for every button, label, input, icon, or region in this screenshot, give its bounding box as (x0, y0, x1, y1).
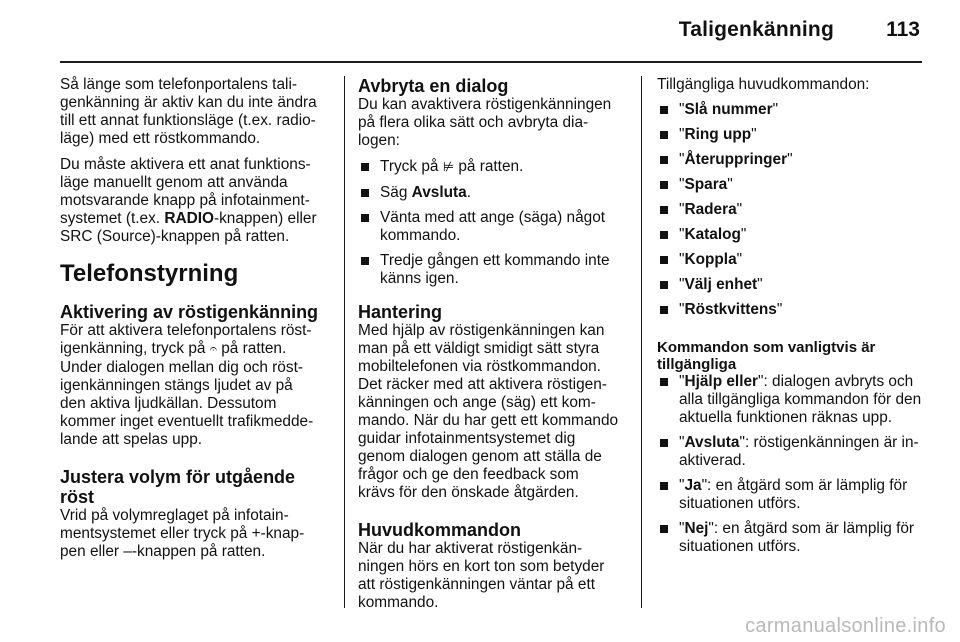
watermark: carmanualsonline.info (745, 615, 946, 637)
list-item: "Slå nummer" (657, 101, 925, 119)
list-item: "Återuppringer" (657, 151, 925, 169)
list-item: "Ja": en åtgärd som är lämplig för situationen utförs. (657, 477, 925, 513)
subheading-huvudkommandon: Huvudkommandon (358, 520, 522, 540)
list-item: "Hjälp eller": dialogen avbryts och alla tillgängliga kommandon för den aktuella funktionen räknas upp. (657, 373, 925, 427)
main-commands-list (657, 101, 925, 319)
radio-key-label: RADIO (164, 210, 214, 227)
list-item: Säg Avsluta. (358, 184, 630, 202)
section-heading-telefonstyrning: Telefonstyrning (60, 260, 239, 287)
intro-paragraph: Så länge som telefonportalens tali- genkänning är aktiv kan du inte ändra till ett annat funktionsläge (t.ex. radio- läge) med ett röstkommando. (60, 76, 317, 147)
handling-paragraph: Med hjälp av röstigenkänningen kan man på ett väldigt smidigt sätt styra mobiltelefonen via röstkommandon. Det räcker med att aktivera röstigen- känningen och ange (säg) ett kom- mando. När du har gett ett kommando guidar infotainmentsystemet dig genom dialogen genom att ställa de frågor och ge den feedback som krävs för den önskade åtgärden. (358, 322, 619, 501)
cancel-options-list (358, 158, 630, 288)
volume-paragraph: Vrid på volymreglaget på infotain- mentsystemet eller tryck på +-knap- pen eller –-knappen på ratten. (60, 507, 305, 560)
subheading-hantering: Hantering (358, 302, 443, 322)
page-title: Taligenkänning (678, 18, 834, 41)
list-item: "Välj enhet" (657, 276, 925, 294)
common-commands-list (657, 373, 925, 556)
list-item: "Katalog" (657, 226, 925, 244)
list-item: Tryck på ⊭ på ratten. (358, 158, 630, 177)
activation-paragraph: För att aktivera telefonportalens röst- igenkänning, tryck på 𝄐 på ratten. Under dialogen mellan dig och röst- igenkänningen stängs ljudet av på den aktiva ljudkällan. Dessutom kommer inget eventuellt trafikmedde- lande att spelas upp. (60, 322, 314, 448)
column-2 (358, 76, 630, 620)
list-item: "Ring upp" (657, 126, 925, 144)
column-1 (60, 76, 332, 569)
list-item: "Radera" (657, 201, 925, 219)
talk-icon: 𝄐 (209, 342, 217, 357)
column-divider-left (344, 76, 345, 608)
list-item: Vänta med att ange (säga) något kommando. (358, 209, 630, 245)
subheading-avbryta: Avbryta en dialog (358, 76, 509, 96)
main-commands-paragraph: När du har aktiverat röstigenkän- ningen hörs en kort ton som betyder att röstigenkänningen väntar på ett kommando. (358, 540, 605, 611)
list-item: "Röstkvittens" (657, 301, 925, 319)
page-header (0, 0, 960, 62)
subheading-aktivering: Aktivering av röstigenkänning (60, 302, 319, 322)
page-number: 113 (886, 18, 920, 41)
cancel-paragraph: Du kan avaktivera röstigenkänningen på flera olika sätt och avbryta dia- logen: (358, 96, 612, 149)
end-call-icon: ⊭ (442, 160, 455, 175)
list-item: "Koppla" (657, 251, 925, 269)
commands-intro: Tillgängliga huvudkommandon: (657, 76, 870, 93)
list-item: Tredje gången ett kommando inte känns igen. (358, 252, 630, 288)
header-rule (60, 61, 922, 63)
list-item: "Avsluta": röstigenkänningen är in- aktiverad. (657, 434, 925, 470)
list-item: "Nej": en åtgärd som är lämplig för situationen utförs. (657, 520, 925, 556)
list-item: "Spara" (657, 176, 925, 194)
subheading-volym: Justera volym för utgående röst (60, 467, 296, 507)
manual-mode-paragraph: Du måste aktivera ett anat funktions- läge manuellt genom att använda motsvarande knapp på infotainment- systemet (t.ex. RADIO-knappen) eller SRC (Source)-knappen på ratten. (60, 156, 317, 245)
column-3 (657, 76, 925, 564)
column-divider-right (641, 76, 642, 608)
subheading-vanliga-kommandon: Kommandon som vanligtvis är tillgängliga (657, 339, 876, 373)
